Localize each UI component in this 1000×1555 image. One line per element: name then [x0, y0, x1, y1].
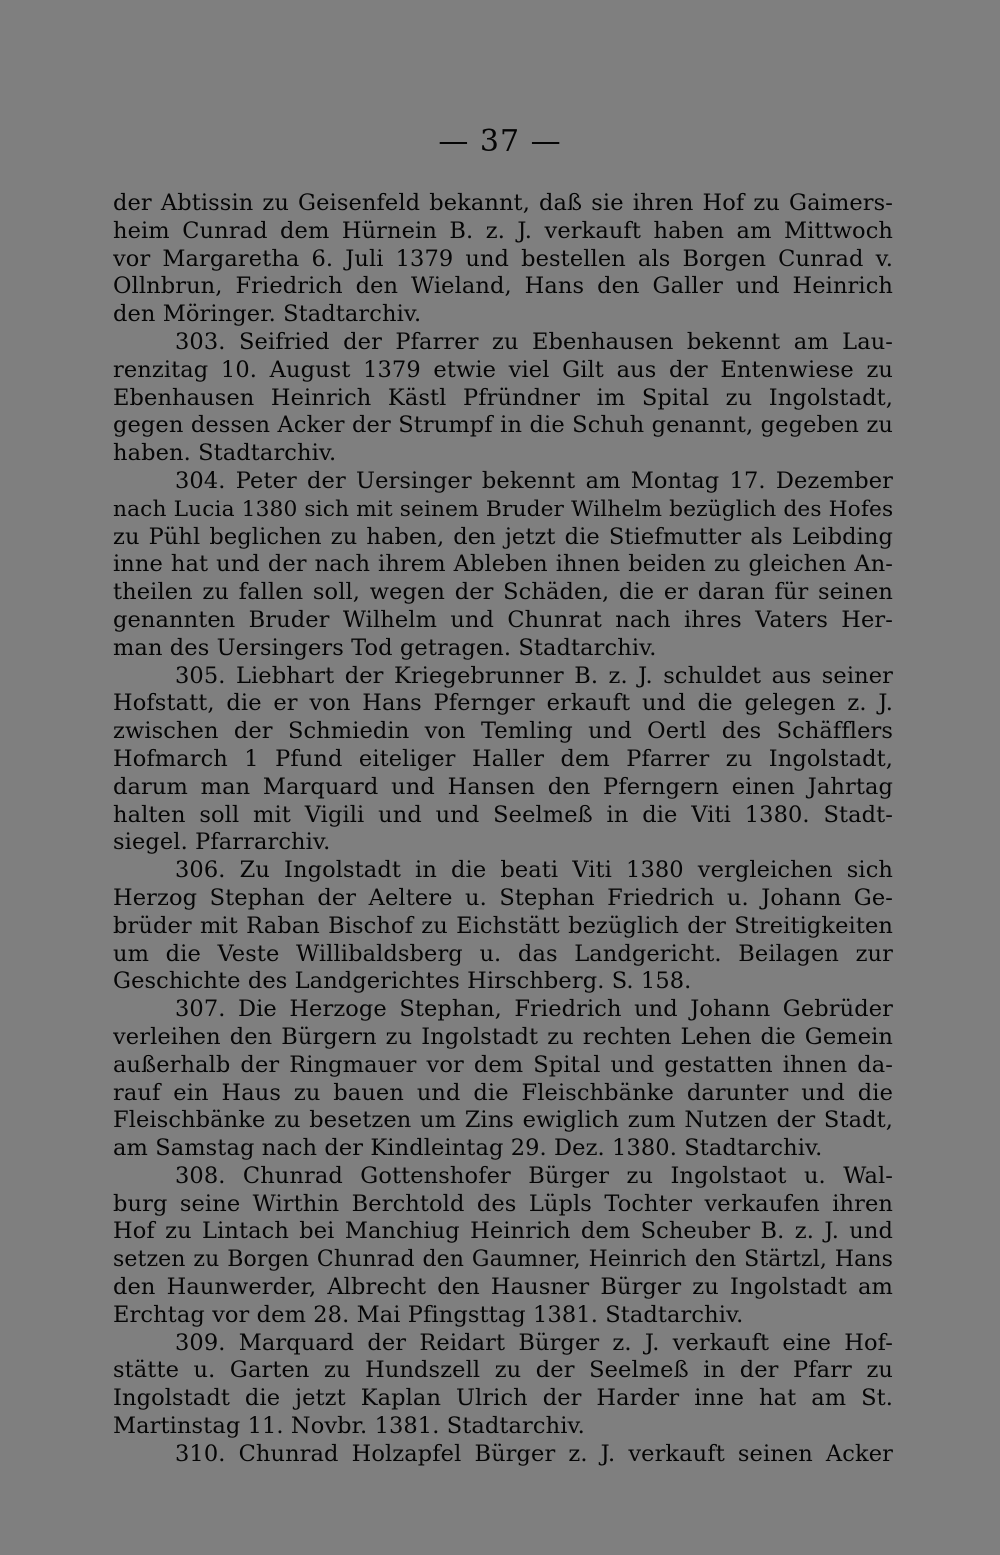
text-line: um die Veste Willibaldsberg u. das Landgericht. Beilagen zur	[113, 940, 893, 967]
text-line: haben. Stadtarchiv.	[113, 440, 337, 467]
text-line: darum man Marquard und Hansen den Pferngern einen Jahrtag	[113, 773, 893, 800]
text-line: der Abtissin zu Geisenfeld bekannt, daß sie ihren Hof zu Gaimers-	[113, 190, 893, 216]
text-line: brüder mit Raban Bischof zu Eichstätt bezüglich der Streitigkeiten	[113, 912, 893, 939]
text-line: 303. Seifried der Pfarrer zu Ebenhausen bekennt am Lau-	[175, 328, 893, 355]
text-line: 307. Die Herzoge Stephan, Friedrich und Johann Gebrüder	[175, 996, 893, 1023]
text-line: 309. Marquard der Reidart Bürger z. J. verkauft eine Hof-	[175, 1329, 893, 1356]
text-line: 308. Chunrad Gottenshofer Bürger zu Ingolstaot u. Wal-	[175, 1162, 893, 1189]
page-number: — 37 —	[438, 124, 562, 159]
text-line: zwischen der Schmiedin von Temling und Oertl des Schäfflers	[113, 718, 893, 745]
text-line: Martinstag 11. Novbr. 1381. Stadtarchiv.	[113, 1413, 585, 1440]
text-line: gegen dessen Acker der Strumpf in die Schuh genannt, gegeben zu	[113, 412, 893, 439]
text-line: den Haunwerder, Albrecht den Hausner Bürger zu Ingolstadt am	[113, 1274, 893, 1301]
text-line: Hofstatt, die er von Hans Pfernger erkauft und die gelegen z. J.	[113, 690, 893, 717]
body-text	[113, 190, 893, 1469]
text-line: am Samstag nach der Kindleintag 29. Dez. 1380. Stadtarchiv.	[113, 1135, 823, 1162]
text-line: siegel. Pfarrarchiv.	[113, 829, 331, 856]
text-line: heim Cunrad dem Hürnein B. z. J. verkauft haben am Mittwoch	[113, 217, 893, 244]
text-line: Fleischbänke zu besetzen um Zins ewiglich zum Nutzen der Stadt,	[113, 1107, 893, 1134]
text-line: theilen zu fallen soll, wegen der Schäden, die er daran für seinen	[113, 579, 893, 606]
text-line: 310. Chunrad Holzapfel Bürger z. J. verkauft seinen Acker	[175, 1440, 893, 1467]
text-line: burg seine Wirthin Berchtold des Lüpls Tochter verkaufen ihren	[113, 1190, 893, 1217]
text-line: man des Uersingers Tod getragen. Stadtarchiv.	[113, 634, 657, 661]
text-line: verleihen den Bürgern zu Ingolstadt zu rechten Lehen die Gemein	[113, 1023, 893, 1050]
text-line: Herzog Stephan der Aeltere u. Stephan Friedrich u. Johann Ge-	[113, 884, 893, 911]
text-line: renzitag 10. August 1379 etwie viel Gilt aus der Entenwiese zu	[113, 356, 893, 383]
text-line: halten soll mit Vigili und und Seelmeß in die Viti 1380. Stadt-	[113, 801, 893, 828]
text-line: Hofmarch 1 Pfund eiteliger Haller dem Pfarrer zu Ingolstadt,	[113, 745, 893, 772]
text-line: 304. Peter der Uersinger bekennt am Montag 17. Dezember	[175, 467, 893, 494]
text-line: Erchtag vor dem 28. Mai Pfingsttag 1381. Stadtarchiv.	[113, 1301, 744, 1328]
text-line: setzen zu Borgen Chunrad den Gaumner, Heinrich den Stärtzl, Hans	[113, 1247, 893, 1273]
text-line: stätte u. Garten zu Hundszell zu der Seelmeß in der Pfarr zu	[113, 1357, 893, 1384]
text-line: 305. Liebhart der Kriegebrunner B. z. J. schuldet aus seiner	[175, 662, 893, 689]
text-line: außerhalb der Ringmauer vor dem Spital und gestatten ihnen da-	[113, 1051, 893, 1078]
text-line: Geschichte des Landgerichtes Hirschberg. S. 158.	[113, 968, 692, 995]
text-line: Ingolstadt die jetzt Kaplan Ulrich der Harder inne hat am St.	[113, 1385, 893, 1412]
text-line: vor Margaretha 6. Juli 1379 und bestellen als Borgen Cunrad v.	[113, 245, 893, 272]
text-line: Ebenhausen Heinrich Kästl Pfründner im Spital zu Ingolstadt,	[113, 384, 893, 411]
text-line: den Möringer. Stadtarchiv.	[113, 301, 422, 328]
text-line: nach Lucia 1380 sich mit seinem Bruder Wilhelm bezüglich des Hofes	[113, 496, 893, 522]
text-line: inne hat und der nach ihrem Ableben ihnen beiden zu gleichen An-	[113, 551, 893, 578]
text-line: Ollnbrun, Friedrich den Wieland, Hans den Galler und Heinrich	[113, 273, 893, 300]
text-line: rauf ein Haus zu bauen und die Fleischbänke darunter und die	[113, 1079, 893, 1106]
text-line: zu Pühl beglichen zu haben, den jetzt die Stiefmutter als Leibding	[113, 523, 893, 550]
text-line: Hof zu Lintach bei Manchiug Heinrich dem Scheuber B. z. J. und	[113, 1218, 893, 1245]
text-line: 306. Zu Ingolstadt in die beati Viti 1380 vergleichen sich	[175, 857, 893, 884]
text-line: genannten Bruder Wilhelm und Chunrat nach ihres Vaters Her-	[113, 606, 893, 633]
